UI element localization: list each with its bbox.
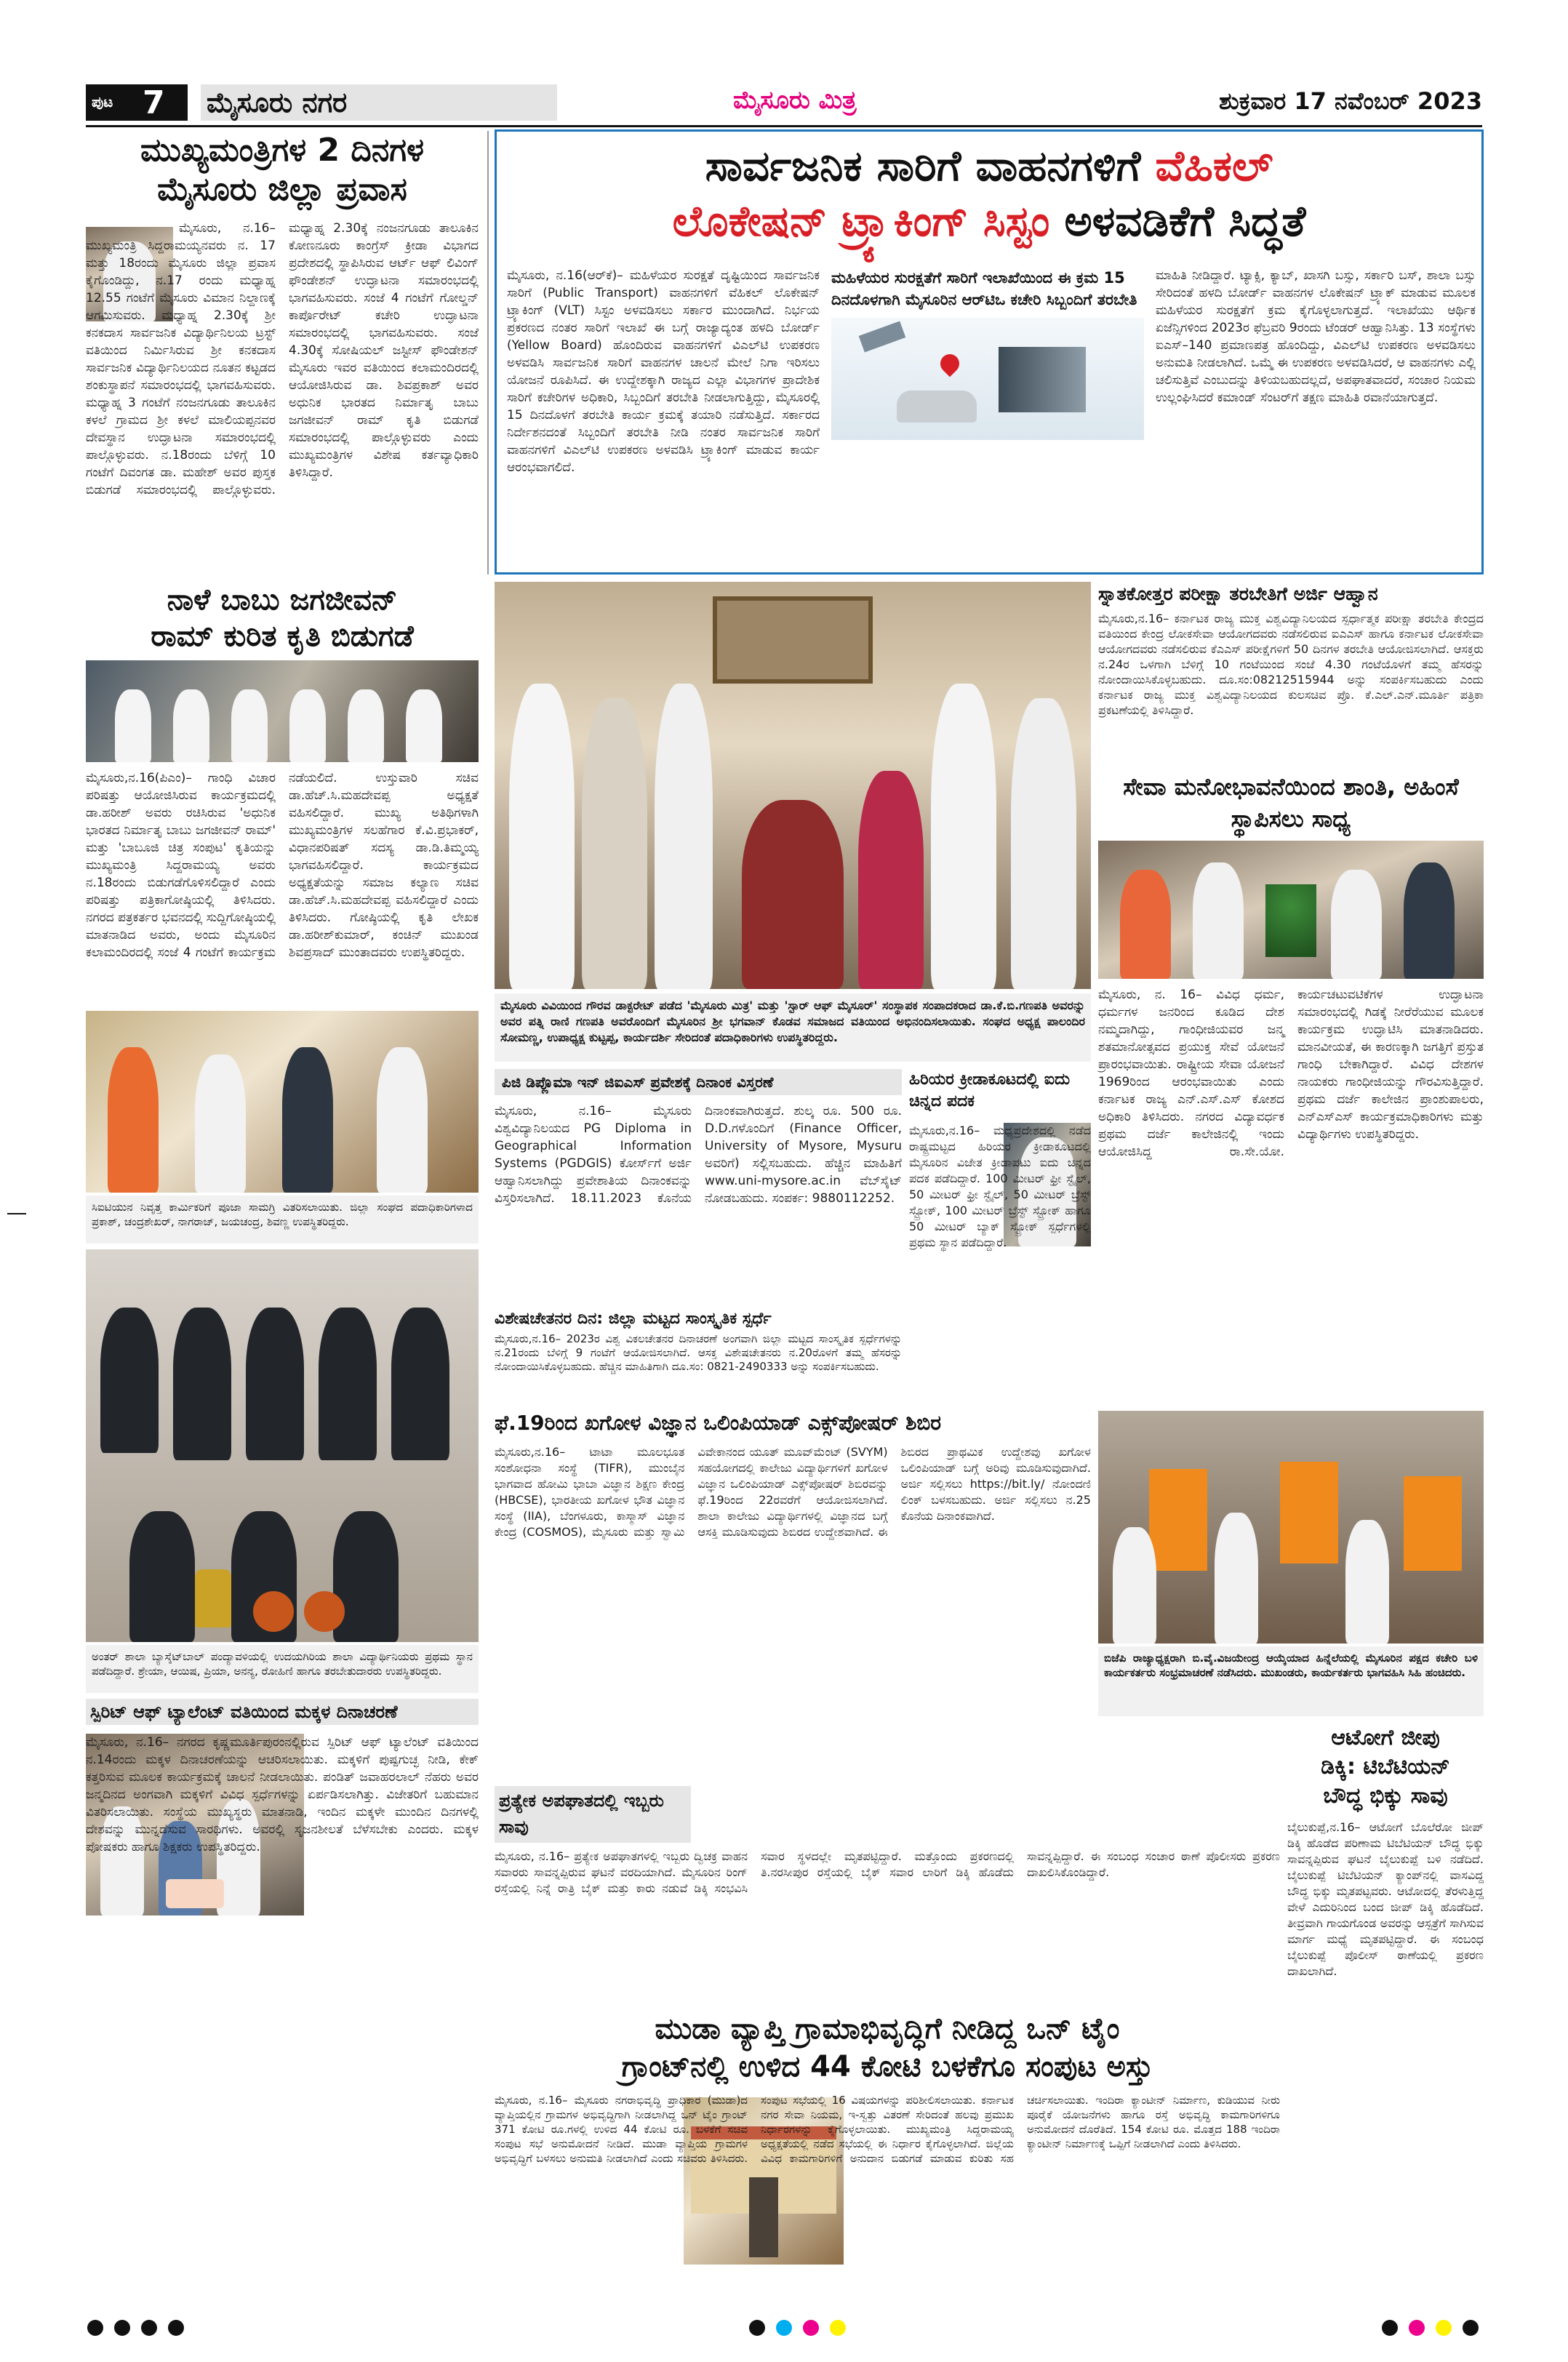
- cm-body: ಮೈಸೂರು, ನ.16– ಮುಖ್ಯಮಂತ್ರಿ ಸಿದ್ದರಾಮಯ್ಯನವರು ನ. 17 ಮತ್ತು 18ರಂದು ಮೈಸೂರು ಜಿಲ್ಲಾ ಪ್ರವಾಸ ಕೈಗೊಂಡಿದ್ದು, ನ.17 ರಂದು ಮಧ್ಯಾಹ್ನ 12.55 ಗಂಟೆಗೆ ಮೈಸೂರು ವಿಮಾನ ನಿಲ್ದಾಣಕ್ಕೆ ಆಗಮಿಸುವರು. ಮಧ್ಯಾಹ್ನ 2.30ಕ್ಕೆ ಶ್ರೀ ಕನಕದಾಸ ಸಾರ್ವಜನಿಕ ವಿದ್ಯಾರ್ಥಿನಿಲಯ ಟ್ರಸ್ಟ್ ವತಿಯಿಂದ ನಿರ್ಮಿಸಿರುವ ಶ್ರೀ ಕನಕದಾಸ ಸಾರ್ವಜನಿಕ ವಿದ್ಯಾರ್ಥಿನಿಲಯದ ನೂತನ ಕಟ್ಟಡದ ಶಂಕುಸ್ಥಾಪನೆ ಸಮಾರಂಭದಲ್ಲಿ ಭಾಗವಹಿಸುವರು. ಮಧ್ಯಾಹ್ನ 3 ಗಂಟೆಗೆ ನಂಜನಗೂಡು ತಾಲೂಕಿನ ಕಳಲೆ ಗ್ರಾಮದ ಶ್ರೀ ಕಳಲೆ ಮಾಲಿಯಪ್ಪನವರ ದೇವಸ್ಥಾನ ಉದ್ಘಾಟನಾ ಸಮಾರಂಭದಲ್ಲಿ ಪಾಲ್ಗೊಳ್ಳುವರು. ನ.18ರಂದು ಬೆಳಿಗ್ಗೆ 10 ಗಂಟೆಗೆ ದಿವಂಗತ ಡಾ. ಮಹೇಶ್ ಅವರ ಪುಸ್ತಕ ಬಿಡುಗಡೆ ಸಮಾರಂಭದಲ್ಲಿ ಪಾಲ್ಗೊಳ್ಳುವರು. ಮಧ್ಯಾಹ್ನ 2.30ಕ್ಕೆ ನಂಜನಗೂಡು ತಾಲೂಕಿನ ಕೋಣನೂರು ಕಾಂಗ್ರೆಸ್ ಕ್ರೀಡಾ ವಿಭಾಗದ ಪ್ರದೇಶದಲ್ಲಿ ಸ್ಥಾಪಿಸಿರುವ ಆರ್ಟ್ ಆಫ್ ಲಿವಿಂಗ್ ಫೌಂಡೇಶನ್ ಉದ್ಘಾಟನಾ ಸಮಾರಂಭದಲ್ಲಿ ಭಾಗವಹಿಸುವರು. ಸಂಜೆ 4 ಗಂಟೆಗೆ ಗೋಲ್ಡನ್ ಕಾರ್ಪೊರೇಟ್ ಕಚೇರಿ ಉದ್ಘಾಟನಾ ಸಮಾರಂಭದಲ್ಲಿ ಭಾಗವಹಿಸುವರು. ಸಂಜೆ 4.30ಕ್ಕೆ ಸೋಷಿಯಲ್ ಜಸ್ಟೀಸ್ ಫೌಂಡೇಶನ್ ಮೈಸೂರು ಇವರ ವತಿಯಿಂದ ಕಲಾಮಂದಿರದಲ್ಲಿ ಆಯೋಜಿಸಿರುವ ಡಾ. ಶಿವಪ್ರಕಾಶ್ ಅವರ ಅಧುನಿಕ ಭಾರತದ ನಿರ್ಮಾತೃ ಬಾಬು ಜಗಜೀವನ್ ರಾಮ್ ಕೃತಿ ಬಿಡುಗಡೆ ಸಮಾರಂಭದಲ್ಲಿ ಪಾಲ್ಗೊಳ್ಳುವರು ಎಂದು ಮುಖ್ಯಮಂತ್ರಿಗಳ ವಿಶೇಷ ಕರ್ತವ್ಯಾಧಿಕಾರಿ ತಿಳಿಸಿದ್ದಾರೆ.: [86, 221, 479, 497]
- accident-headline: ಪ್ರತ್ಯೇಕ ಅಪಘಾತದಲ್ಲಿ ಇಬ್ಬರು ಸಾವು: [495, 1786, 691, 1843]
- students-block: [86, 1011, 479, 1244]
- babu-headline-1: ನಾಳೆ ಬಾಬು ಜಗಜೀವನ್: [167, 583, 398, 617]
- page-header: [86, 81, 1482, 124]
- vlt-body-right: ಮಾಹಿತಿ ನೀಡಿದ್ದಾರೆ. ಟ್ಯಾಕ್ಸಿ, ಕ್ಯಾಬ್, ಖಾಸಗಿ ಬಸ್ಸು, ಸರ್ಕಾರಿ ಬಸ್, ಶಾಲಾ ಬಸ್ಸು ಸೇರಿದಂತೆ ಹಳದಿ ಬೋರ್ಡ್ ವಾಹನಗಳ ಲೊಕೇಷನ್ ಟ್ರ್ಯಾಕ್ ಮಾಡುವ ಮೂಲಕ ಮಹಿಳೆಯರ ಸುರಕ್ಷತೆಗೆ ಕ್ರಮ ಕೈಗೊಳ್ಳಲಾಗುತ್ತದೆ. ಇಲಾಖೆಯು ಆರ್ಥಿಕ ಏಜೆನ್ಸಿಗಳಿಂದ 2023ರ ಫೆಬ್ರವರಿ 9ರಂದು ಟೆಂಡರ್ ಆಹ್ವಾನಿಸಿತ್ತು. 13 ಸಂಸ್ಥೆಗಳು ಐಎಸ್–140 ಪ್ರಮಾಣಪತ್ರ ಹೊಂದಿದ್ದು, ವಿಎಲ್‌ಟಿ ಉಪಕರಣ ಅಳವಡಿಸಲು ಅನುಮತಿ ನೀಡಲಾಗಿದೆ. ಒಮ್ಮೆ ಈ ಉಪಕರಣ ಅಳವಡಿಸಿದರೆ, ಆ ವಾಹನಗಳು ಎಲ್ಲಿ ಚಲಿಸುತ್ತಿವೆ ಎಂಬುದನ್ನು ತಿಳಿಯಬಹುದಲ್ಲದೆ, ಅಪಘಾತವಾದರೆ, ಸಂಚಾರ ನಿಯಮ ಉಲ್ಲಂಘಿಸಿದರೆ ಕಮಾಂಡ್ ಸೆಂಟರ್‌ಗೆ ತಕ್ಷಣ ಮಾಹಿತಿ ರವಾನೆಯಾಗುತ್ತದೆ.: [1156, 268, 1476, 405]
- muda-story: [495, 2010, 1280, 2273]
- reg-dot-3: [141, 2320, 157, 2336]
- reg-dot-r2: [1409, 2320, 1425, 2336]
- reg-dot-4: [168, 2320, 184, 2336]
- reg-dot-yellow: [830, 2320, 846, 2336]
- reg-dot-r4: [1463, 2320, 1479, 2336]
- plant-icon: [1265, 884, 1316, 957]
- cm-story: [86, 131, 479, 575]
- reg-dot-magenta: [803, 2320, 819, 2336]
- main-photo-caption: ಮೈಸೂರು ವಿವಿಯಿಂದ ಗೌರವ ಡಾಕ್ಟರೇಟ್ ಪಡೆದ 'ಮೈಸೂರು ಮಿತ್ರ' ಮತ್ತು 'ಸ್ಟಾರ್ ಆಫ್ ಮೈಸೂರ್' ಸಂಸ್ಥಾಪಕ ಸಂಪಾದಕರಾದ ಡಾ.ಕೆ.ಬಿ.ಗಣಪತಿ ಅವರನ್ನು ಅವರ ಪತ್ನಿ ರಾಣಿ ಗಣಪತಿ ಅವರೊಂದಿಗೆ ಮೈಸೂರಿನ ಶ್ರೀ ಭಗವಾನ್ ಕೊಡವ ಸಮಾಜದ ವತಿಯಿಂದ ಅಭಿನಂದಿಸಲಾಯಿತು. ಸಂಘದ ಅಧ್ಯಕ್ಷ ಪಾಲಂದಿರ ಸೋಮಣ್ಣ, ಉಪಾಧ್ಯಕ್ಷ ಕುಟ್ಟಪ್ಪ, ಕಾರ್ಯದರ್ಶಿ ಸೇರಿದಂತೆ ಪದಾಧಿಕಾರಿಗಳು ಉಪಸ್ಥಿತರಿದ್ದರು.: [495, 993, 1091, 1062]
- disabled-story: [495, 1309, 902, 1402]
- auto-headline-1: ಆಟೋಗೆ ಜೀಪು: [1331, 1725, 1440, 1750]
- registration-marks-left: [87, 2320, 233, 2342]
- masthead: ಮೈಸೂರು ಮಿತ್ರ: [733, 86, 857, 115]
- poster-3: [1404, 1476, 1462, 1571]
- exam-story: [1098, 582, 1484, 764]
- vlt-headline-1: [497, 140, 1481, 191]
- basketball-icon: [253, 1591, 294, 1632]
- page-label: ಪುಟ: [92, 93, 113, 111]
- babu-photo: [86, 660, 479, 762]
- bjp-block: [1098, 1411, 1484, 1716]
- elephant-painting: [713, 596, 873, 684]
- peace-story: [1098, 771, 1484, 1404]
- babu-story: [86, 582, 479, 1004]
- babu-headline-2: ರಾಮ್ ಕುರಿತ ಕೃತಿ ಬಿಡುಗಡೆ: [151, 620, 414, 653]
- auto-body: ಬೈಲುಕುಪ್ಪೆ,ನ.16– ಆಟೋಗೆ ಬೊಲೆರೋ ಜೀಪ್ ಡಿಕ್ಕಿ ಹೊಡೆದ ಪರಿಣಾಮ ಟಿಬೆಟಿಯನ್ ಬೌದ್ಧ ಭಿಕ್ಕು ಸಾವನ್ನಪ್ಪಿರುವ ಘಟನೆ ಬೈಲುಕುಪ್ಪೆ ಬಳಿ ನಡೆದಿದೆ. ಬೈಲುಕುಪ್ಪೆ ಟಿಬೆಟಿಯನ್ ಕ್ಯಾಂಪ್‌ನಲ್ಲಿ ವಾಸವಿದ್ದ ಬೌದ್ಧ ಭಿಕ್ಕು ಮೃತಪಟ್ಟವರು. ಆಟೋದಲ್ಲಿ ತೆರಳುತ್ತಿದ್ದ ವೇಳೆ ಎದುರಿನಿಂದ ಬಂದ ಜೀಪ್ ಡಿಕ್ಕಿ ಹೊಡೆದಿದೆ. ತೀವ್ರವಾಗಿ ಗಾಯಗೊಂಡ ಅವರನ್ನು ಆಸ್ಪತ್ರೆಗೆ ಸಾಗಿಸುವ ಮಾರ್ಗ ಮಧ್ಯೆ ಮೃತಪಟ್ಟಿದ್ದಾರೆ. ಈ ಸಂಬಂಧ ಬೈಲುಕುಪ್ಪೆ ಪೊಲೀಸ್ ಠಾಣೆಯಲ್ಲಿ ಪ್ರಕರಣ ದಾಖಲಾಗಿದೆ.: [1287, 1820, 1484, 1978]
- senior-story: [909, 1069, 1091, 1398]
- basketball-block: [86, 1249, 479, 1693]
- vlt-story: [495, 129, 1484, 575]
- registration-marks-right: [1382, 2320, 1527, 2342]
- vlt-subhead: ಮಹಿಳೆಯರ ಸುರಕ್ಷತೆಗೆ ಸಾರಿಗೆ ಇಲಾಖೆಯಿಂದ ಈ ಕ್ರಮ 15 ದಿನದೊಳಗಾಗಿ ಮೈಸೂರಿನ ಆರ್‌ಟಿಒ ಕಚೇರಿ ಸಿಬ್ಬಂದಿಗೆ ತರಬೇತಿ: [831, 269, 1137, 308]
- senior-headline: ಹಿರಿಯರ ಕ್ರೀಡಾಕೂಟದಲ್ಲಿ ಐದು ಚಿನ್ನದ ಪದಕ: [909, 1070, 1071, 1110]
- vlt-headline-1b: ವೆಹಿಕಲ್: [1155, 141, 1273, 191]
- reg-dot-r1: [1382, 2320, 1398, 2336]
- disabled-headline: ವಿಶೇಷಚೇತನರ ದಿನ: ಜಿಲ್ಲಾ ಮಟ್ಟದ ಸಾಂಸ್ಕೃತಿಕ ಸ್ಪರ್ಧೆ: [495, 1310, 772, 1328]
- vlt-body-left: ಮೈಸೂರು, ನ.16(ಆರ್‌ಕೆ)– ಮಹಿಳೆಯರ ಸುರಕ್ಷತೆ ದೃಷ್ಟಿಯಿಂದ ಸಾರ್ವಜನಿಕ ಸಾರಿಗೆ (Public Transport) ವಾಹನಗಳಿಗೆ ವೆಹಿಕಲ್ ಲೊಕೇಷನ್ ಟ್ರ್ಯಾಕಿಂಗ್ (VLT) ಸಿಸ್ಟಂ ಅಳವಡಿಸಲು ಸರ್ಕಾರ ಮುಂದಾಗಿದೆ. ನಿರ್ಭಯ ಪ್ರಕರಣದ ನಂತರ ಸಾರಿಗೆ ಇಲಾಖೆ ಈ ಬಗ್ಗೆ ರಾಜ್ಯಾದ್ಯಂತ ಹಳದಿ ಬೋರ್ಡ್ (Yellow Board) ಹೊಂದಿರುವ ವಾಹನಗಳಿಗೆ ವಿಎಲ್‌ಟಿ ಉಪಕರಣ ಅಳವಡಿಸಿ ಸಾರ್ವಜನಿಕ ಸಾರಿಗೆ ವಾಹನಗಳ ಚಾಲನೆ ಮೇಲೆ ನಿಗಾ ಇರಿಸಲು ಯೋಜನೆ ರೂಪಿಸಿದೆ. ಈ ಉದ್ದೇಶಕ್ಕಾಗಿ ರಾಜ್ಯದ ಎಲ್ಲಾ ವಿಭಾಗಗಳ ಪ್ರಾದೇಶಿಕ ಸಾರಿಗೆ ಕಚೇರಿಗಳ ಅಧಿಕಾರಿ, ಸಿಬ್ಬಂದಿಗೆ ತರಬೇತಿ ನೀಡಲಾಗುತ್ತಿದ್ದು, ಮೈಸೂರಲ್ಲಿ 15 ದಿನದೊಳಗೆ ತರಬೇತಿ ಕಾರ್ಯ ಕ್ರಮಕ್ಕೆ ತಯಾರಿ ನಡೆಸುತ್ತಿದೆ. ಸರ್ಕಾರದ ನಿರ್ದೇಶನದಂತೆ ಸಿಬ್ಬಂದಿಗೆ ತರಬೇತಿ ನೀಡಿ ನಂತರ ಸಾರ್ವಜನಿಕ ಸಾರಿಗೆ ವಾಹನಗಳಿಗೆ ವಿಎಲ್‌ಟಿ ಉಪಕರಣ ಅಳವಡಿಸಿ ಟ್ರ್ಯಾಕಿಂಗ್ ಮಾಡುವ ಕಾರ್ಯ ಆರಂಭವಾಗಲಿದೆ.: [507, 268, 820, 475]
- exam-headline: ಸ್ನಾತಕೋತ್ತರ ಪರೀಕ್ಷಾ ತರಬೇತಿಗೆ ಅರ್ಜಿ ಆಹ್ವಾನ: [1098, 583, 1378, 604]
- reg-dot-black: [749, 2320, 765, 2336]
- pgdgis-headline: ಪಿಜಿ ಡಿಪ್ಲೊಮಾ ಇನ್ ಜಿಐಎಸ್ ಪ್ರವೇಶಕ್ಕೆ ದಿನಾಂಕ ವಿಸ್ತರಣೆ: [495, 1069, 902, 1095]
- header-rule: [86, 125, 1482, 127]
- senior-body: ಮೈಸೂರು,ನ.16– ಮಧ್ಯಪ್ರದೇಶದಲ್ಲಿ ನಡೆದ ರಾಷ್ಟ್ರಮಟ್ಟದ ಹಿರಿಯರ ಕ್ರೀಡಾಕೂಟದಲ್ಲಿ ಮೈಸೂರಿನ ವಿಜೇತ ಕ್ರೀಡಾಪಟು ಐದು ಚಿನ್ನದ ಪದಕ ಪಡೆದಿದ್ದಾರೆ. 100 ಮೀಟರ್ ಫ್ರೀ ಸ್ಟೈಲ್, 50 ಮೀಟರ್ ಫ್ರೀ ಸ್ಟೈಲ್, 50 ಮೀಟರ್ ಬ್ರೆಸ್ಟ್ ಸ್ಟ್ರೋಕ್, 100 ಮೀಟರ್ ಬ್ರೆಸ್ಟ್ ಸ್ಟ್ರೋಕ್ ಹಾಗೂ 50 ಮೀಟರ್ ಬ್ಯಾಕ್ ಸ್ಟ್ರೋಕ್ ಸ್ಪರ್ಧೆಗಳಲ್ಲಿ ಪ್ರಥಮ ಸ್ಥಾನ ಪಡೆದಿದ್ದಾರೆ.: [909, 1124, 1091, 1249]
- page-date: ಶುಕ್ರವಾರ 17 ನವೆಂಬರ್ 2023: [1219, 87, 1482, 115]
- muda-headline-2: ಗ್ರಾಂಟ್‌ನಲ್ಲಿ ಉಳಿದ 44 ಕೋಟಿ ಬಳಕೆಗೂ ಸಂಪುಟ ಅಸ್ತು: [621, 2050, 1153, 2083]
- students-caption: ಸಿಐಟಿಯುನ ನಿವೃತ್ತ ಕಾರ್ಮಿಕರಿಗೆ ಪೂಜಾ ಸಾಮಗ್ರಿ ವಿತರಿಸಲಾಯಿತು. ಜಿಲ್ಲಾ ಸಂಘದ ಪದಾಧಿಕಾರಿಗಳಾದ ಪ್ರಕಾಶ್, ಚಂದ್ರಶೇಖರ್, ನಾಗರಾಜ್, ಜಯಚಂದ್ರ, ಶಿವಣ್ಣ ಉಪಸ್ಥಿತರಿದ್ದರು.: [86, 1196, 479, 1244]
- babu-body: ಮೈಸೂರು,ನ.16(ಪಿಎಂ)– ಗಾಂಧಿ ವಿಚಾರ ಪರಿಷತ್ತು ಆಯೋಜಿಸಿರುವ ಕಾರ್ಯಕ್ರಮದಲ್ಲಿ ಡಾ.ಹರೀಶ್ ಅವರು ರಚಿಸಿರುವ 'ಅಧುನಿಕ ಭಾರತದ ನಿರ್ಮಾತೃ ಬಾಬು ಜಗಜೀವನ್ ರಾಮ್' ಮತ್ತು 'ಬಾಬೂಜಿ ಚಿತ್ರ ಸಂಪುಟ' ಕೃತಿಯನ್ನು ಮುಖ್ಯಮಂತ್ರಿ ಸಿದ್ದರಾಮಯ್ಯ ಅವರು ನ.18ರಂದು ಬಿಡುಗಡೆಗೊಳಿಸಲಿದ್ದಾರೆ ಎಂದು ಪರಿಷತ್ತು ಪತ್ರಿಕಾಗೋಷ್ಠಿಯಲ್ಲಿ ತಿಳಿಸಿದರು. ನಗರದ ಪತ್ರಕರ್ತರ ಭವನದಲ್ಲಿ ಸುದ್ದಿಗೋಷ್ಠಿಯಲ್ಲಿ ಮಾತನಾಡಿದ ಅವರು, ಅಂದು ಮೈಸೂರಿನ ಕಲಾಮಂದಿರದಲ್ಲಿ ಸಂಜೆ 4 ಗಂಟೆಗೆ ಕಾರ್ಯಕ್ರಮ ನಡೆಯಲಿದೆ. ಉಸ್ತುವಾರಿ ಸಚಿವ ಡಾ.ಹೆಚ್.ಸಿ.ಮಹದೇವಪ್ಪ ಅಧ್ಯಕ್ಷತೆ ವಹಿಸಲಿದ್ದಾರೆ. ಮುಖ್ಯ ಅತಿಥಿಗಳಾಗಿ ಮುಖ್ಯಮಂತ್ರಿಗಳ ಸಲಹೆಗಾರ ಕೆ.ವಿ.ಪ್ರಭಾಕರ್, ವಿಧಾನಪರಿಷತ್ ಸದಸ್ಯ ಡಾ.ಡಿ.ತಿಮ್ಮಯ್ಯ ಭಾಗವಹಿಸಲಿದ್ದಾರೆ. ಕಾರ್ಯಕ್ರಮದ ಅಧ್ಯಕ್ಷತೆಯನ್ನು ಸಮಾಜ ಕಲ್ಯಾಣ ಸಚಿವ ಡಾ.ಹೆಚ್.ಸಿ.ಮಹದೇವಪ್ಪ ವಹಿಸಲಿದ್ದಾರೆ ಎಂದು ತಿಳಿಸಿದರು. ಗೋಷ್ಠಿಯಲ್ಲಿ ಕೃತಿ ಲೇಖಕ ಡಾ.ಹರೀಶ್‌ಕುಮಾರ್, ಕಂಚಿನ್ ಮುಖಂಡ ಶಿವಪ್ರಸಾದ್ ಮುಂತಾದವರು ಉಪಸ್ಥಿತರಿದ್ದರು.: [86, 771, 479, 960]
- reg-dot-1: [87, 2320, 103, 2336]
- registration-marks-center: [749, 2320, 895, 2342]
- page-number: 7: [143, 84, 165, 121]
- auto-story: [1287, 1724, 1484, 2276]
- vlt-headline-2: [497, 196, 1481, 247]
- auto-headline-3: ಬೌದ್ಧ ಭಿಕ್ಕು ಸಾವು: [1323, 1783, 1448, 1809]
- basketball-caption: ಅಂತರ್ ಶಾಲಾ ಬ್ಯಾಸ್ಕೆಟ್‌ಬಾಲ್ ಪಂದ್ಯಾವಳಿಯಲ್ಲಿ ಉದಯಗಿರಿಯ ಶಾಲಾ ವಿದ್ಯಾರ್ಥಿನಿಯರು ಪ್ರಥಮ ಸ್ಥಾನ ಪಡೆದಿದ್ದಾರೆ. ಶ್ರೇಯಾ, ಆಯಿಷ, ಪ್ರಿಯಾ, ಅನನ್ಯ, ರೋಹಿಣಿ ಹಾಗೂ ತರಬೇತುದಾರರು ಉಪಸ್ಥಿತರಿದ್ದರು.: [86, 1645, 479, 1693]
- page-number-block: [86, 84, 188, 121]
- exam-body: ಮೈಸೂರು,ನ.16– ಕರ್ನಾಟಕ ರಾಜ್ಯ ಮುಕ್ತ ವಿಶ್ವವಿದ್ಯಾನಿಲಯದ ಸ್ಪರ್ಧಾತ್ಮಕ ಪರೀಕ್ಷಾ ತರಬೇತಿ ಕೇಂದ್ರದ ವತಿಯಿಂದ ಕೇಂದ್ರ ಲೋಕಸೇವಾ ಆಯೋಗದವರು ನಡೆಸಲಿರುವ ಐಎಎಸ್ ಹಾಗೂ ಕರ್ನಾಟಕ ಲೋಕಸೇವಾ ಆಯೋಗದವರು ನಡೆಸಲಿರುವ ಕೆಎಎಸ್ ಪರೀಕ್ಷೆಗಳಿಗೆ 50 ದಿನಗಳ ತರಬೇತಿ ಆಯೋಜಿಸಲಾಗಿದೆ. ಆಸಕ್ತರು ನ.24ರ ಒಳಗಾಗಿ ಬೆಳಿಗ್ಗೆ 10 ಗಂಟೆಯಿಂದ ಸಂಜೆ 4.30 ಗಂಟೆಯೊಳಗೆ ತಮ್ಮ ಹೆಸರನ್ನು ನೋಂದಾಯಿಸಿಕೊಳ್ಳಬಹುದು. ದೂ.ಸಂ:08212515944 ಅನ್ನು ಸಂಪರ್ಕಿಸಬಹುದು ಎಂದು ಕರ್ನಾಟಕ ರಾಜ್ಯ ಮುಕ್ತ ವಿಶ್ವವಿದ್ಯಾನಿಲಯದ ಕುಲಸಚಿವ ಪ್ರೊ. ಕೆ.ಎಲ್.ಎನ್.ಮೂರ್ತಿ ಪತ್ರಿಕಾ ಪ್ರಕಟಣೆಯಲ್ಲಿ ತಿಳಿಸಿದ್ದಾರೆ.: [1098, 612, 1484, 717]
- accident-story: [495, 1786, 1280, 2004]
- satellite-icon: [859, 321, 906, 352]
- vlt-illustration: [831, 318, 1144, 440]
- auto-headline-2: ಡಿಕ್ಕಿ: ಟಿಬೆಟಿಯನ್: [1321, 1754, 1450, 1779]
- spirit-body: ಮೈಸೂರು, ನ.16– ನಗರದ ಕೃಷ್ಣಮೂರ್ತಿಪುರಂನಲ್ಲಿರುವ ಸ್ಪಿರಿಟ್ ಆಫ್ ಟ್ಯಾಲೆಂಟ್ ವತಿಯಿಂದ ನ.14ರಂದು ಮಕ್ಕಳ ದಿನಾಚರಣೆಯನ್ನು ಆಚರಿಸಲಾಯಿತು. ಮಕ್ಕಳಿಗೆ ಪುಷ್ಪಗುಚ್ಛ ನೀಡಿ, ಕೇಕ್ ಕತ್ತರಿಸುವ ಮೂಲಕ ಕಾರ್ಯಕ್ರಮಕ್ಕೆ ಚಾಲನೆ ನೀಡಲಾಯಿತು. ಪಂಡಿತ್ ಜವಾಹರಲಾಲ್ ನೆಹರು ಅವರ ಜನ್ಮದಿನದ ಅಂಗವಾಗಿ ಮಕ್ಕಳಿಗೆ ವಿವಿಧ ಸ್ಪರ್ಧೆಗಳನ್ನು ಏರ್ಪಡಿಸಲಾಗಿತ್ತು. ವಿಜೇತರಿಗೆ ಬಹುಮಾನ ವಿತರಿಸಲಾಯಿತು. ಸಂಸ್ಥೆಯ ಮುಖ್ಯಸ್ಥರು ಮಾತನಾಡಿ, ಇಂದಿನ ಮಕ್ಕಳೇ ಮುಂದಿನ ದಿನಗಳಲ್ಲಿ ದೇಶವನ್ನು ಮುನ್ನಡೆಸುವ ಸಾರಥಿಗಳು. ಅವರಲ್ಲಿ ಸೃಜನಶೀಲತೆ ಬೆಳೆಸಬೇಕು ಎಂದರು. ಮಕ್ಕಳ ಪೋಷಕರು ಹಾಗೂ ಶಿಕ್ಷಕರು ಉಪಸ್ಥಿತರಿದ್ದರು.: [86, 1735, 479, 1854]
- pgdgis-body: ಮೈಸೂರು, ನ.16– ಮೈಸೂರು ವಿಶ್ವವಿದ್ಯಾನಿಲಯದ PG Diploma in Geographical Information Systems (PGDGIS) ಕೋರ್ಸ್‌ಗೆ ಅರ್ಜಿ ಆಹ್ವಾನಿಸಲಾಗಿದ್ದು ಪ್ರವೇಶಾತಿಯ ದಿನಾಂಕವನ್ನು ವಿಸ್ತರಿಸಲಾಗಿದೆ. 18.11.2023 ಕೊನೆಯ ದಿನಾಂಕವಾಗಿರುತ್ತದೆ. ಶುಲ್ಕ ರೂ. 500 ರೂ. D.D.ಗಳೊಂದಿಗೆ (Finance Officer, University of Mysore, Mysuru ಅವರಿಗೆ) ಸಲ್ಲಿಸಬಹುದು. ಹೆಚ್ಚಿನ ಮಾಹಿತಿಗೆ www.uni-mysore.ac.in ವೆಬ್‌ಸೈಟ್ ನೋಡಬಹುದು. ಸಂಪರ್ಕ: 9880112252.: [495, 1104, 902, 1206]
- reg-dot-r3: [1436, 2320, 1452, 2336]
- peace-body: ಮೈಸೂರು, ನ. 16– ವಿವಿಧ ಧರ್ಮ, ಧರ್ಮಗಳ ಜನರಿಂದ ಕೂಡಿದ ದೇಶ ನಮ್ಮದಾಗಿದ್ದು, ಗಾಂಧೀಜಿಯವರ ಜನ್ಮ ಶತಮಾನೋತ್ಸವದ ಪ್ರಯುಕ್ತ ಸೇವೆ ಯೋಜನೆ ಪ್ರಾರಂಭವಾಯಿತು. ರಾಷ್ಟ್ರೀಯ ಸೇವಾ ಯೋಜನೆ 1969ರಿಂದ ಆರಂಭವಾಯಿತು ಎಂದು ಕರ್ನಾಟಕ ರಾಜ್ಯ ಎನ್.ಎಸ್.ಎಸ್ ಕೋಶದ ಅಧಿಕಾರಿ ತಿಳಿಸಿದರು. ನಗರದ ವಿದ್ಯಾವರ್ಧಕ ಪ್ರಥಮ ದರ್ಜೆ ಕಾಲೇಜಿನಲ್ಲಿ ಇಂದು ಆಯೋಜಿಸಿದ್ದ ರಾ.ಸೇ.ಯೋ. ಕಾರ್ಯಚಟುವಟಿಕೆಗಳ ಉದ್ಘಾಟನಾ ಸಮಾರಂಭದಲ್ಲಿ ಗಿಡಕ್ಕೆ ನೀರೆರೆಯುವ ಮೂಲಕ ಕಾರ್ಯಕ್ರಮ ಉದ್ಘಾಟಿಸಿ ಮಾತನಾಡಿದರು. ಮಾನವೀಯತೆ, ಈ ಕಾರಣಕ್ಕಾಗಿ ಜಗತ್ತಿಗೆ ಪ್ರಸ್ತುತ ಗಾಂಧಿ ಬೇಕಾಗಿದ್ದಾರೆ. ವಿವಿಧ ದೇಶಗಳ ನಾಯಕರು ಗಾಂಧೀಜಿಯನ್ನು ಗೌರವಿಸುತ್ತಿದ್ದಾರೆ. ಪ್ರಥಮ ದರ್ಜೆ ಕಾಲೇಜಿನ ಪ್ರಾಂಶುಪಾಲರು, ಎನ್‌ಎಸ್‌ಎಸ್ ಕಾರ್ಯಕ್ರಮಾಧಿಕಾರಿಗಳು ಮತ್ತು ವಿದ್ಯಾರ್ಥಿಗಳು ಉಪಸ್ಥಿತರಿದ್ದರು.: [1098, 988, 1484, 1159]
- trophy-icon: [195, 1569, 231, 1628]
- muda-body: ಮೈಸೂರು, ನ.16– ಮೈಸೂರು ನಗರಾಭಿವೃದ್ಧಿ ಪ್ರಾಧಿಕಾರ (ಮುಡಾ)ದ ವ್ಯಾಪ್ತಿಯಲ್ಲಿನ ಗ್ರಾಮಗಳ ಅಭಿವೃದ್ಧಿಗಾಗಿ ನೀಡಲಾಗಿದ್ದ ಒನ್ ಟೈಂ ಗ್ರಾಂಟ್ 371 ಕೋಟಿ ರೂ.ಗಳಲ್ಲಿ ಉಳಿದ 44 ಕೋಟಿ ರೂ. ಬಳಕೆಗೆ ಸಚಿವ ಸಂಪುಟ ಸಭೆ ಅನುಮೋದನೆ ನೀಡಿದೆ. ಮುಡಾ ವ್ಯಾಪ್ತಿಯ ಗ್ರಾಮಗಳ ಅಭಿವೃದ್ಧಿಗೆ ಬಳಸಲು ಅನುಮತಿ ನೀಡಲಾಗಿದೆ ಎಂದು ಸಚಿವರು ತಿಳಿಸಿದರು. ಸಂಪುಟ ಸಭೆಯಲ್ಲಿ 16 ವಿಷಯಗಳನ್ನು ಪರಿಶೀಲಿಸಲಾಯಿತು. ಕರ್ನಾಟಕ ನಗರ ಸೇವಾ ನಿಯಮ, ಇ-ಸ್ವತ್ತು ವಿತರಣೆ ಸೇರಿದಂತೆ ಹಲವು ಪ್ರಮುಖ ನಿರ್ಧಾರಗಳನ್ನು ಕೈಗೊಳ್ಳಲಾಯಿತು. ಮುಖ್ಯಮಂತ್ರಿ ಸಿದ್ದರಾಮಯ್ಯ ಅಧ್ಯಕ್ಷತೆಯಲ್ಲಿ ನಡೆದ ಸಭೆಯಲ್ಲಿ ಈ ನಿರ್ಧಾರ ಕೈಗೊಳ್ಳಲಾಗಿದೆ. ಜಿಲ್ಲೆಯ ವಿವಿಧ ಕಾಮಗಾರಿಗಳಿಗೆ ಅನುದಾನ ಬಿಡುಗಡೆ ಮಾಡುವ ಕುರಿತು ಸಹ ಚರ್ಚಿಸಲಾಯಿತು. ಇಂದಿರಾ ಕ್ಯಾಂಟೀನ್ ನಿರ್ಮಾಣ, ಕುಡಿಯುವ ನೀರು ಪೂರೈಕೆ ಯೋಜನೆಗಳು ಹಾಗೂ ರಸ್ತೆ ಅಭಿವೃದ್ಧಿ ಕಾಮಗಾರಿಗಳಿಗೂ ಅನುಮೋದನೆ ದೊರೆತಿದೆ. 154 ಕೋಟಿ ರೂ. ಮೊತ್ತದ 188 ಇಂದಿರಾ ಕ್ಯಾಂಟೀನ್ ನಿರ್ಮಾಣಕ್ಕೆ ಒಪ್ಪಿಗೆ ನೀಡಲಾಗಿದೆ ಎಂದು ತಿಳಿಸಿದರು.: [495, 2094, 1280, 2165]
- disabled-body: ಮೈಸೂರು,ನ.16– 2023ರ ವಿಶ್ವ ವಿಕಲಚೇತನರ ದಿನಾಚರಣೆ ಅಂಗವಾಗಿ ಜಿಲ್ಲಾ ಮಟ್ಟದ ಸಾಂಸ್ಕೃತಿಕ ಸ್ಪರ್ಧೆಗಳನ್ನು ನ.21ರಂದು ಬೆಳಿಗ್ಗೆ 9 ಗಂಟೆಗೆ ಆಯೋಜಿಸಲಾಗಿದೆ. ಆಸಕ್ತ ವಿಶೇಷಚೇತನರು ನ.20ರೊಳಗೆ ತಮ್ಮ ಹೆಸರನ್ನು ನೋಂದಾಯಿಸಿಕೊಳ್ಳಬಹುದು. ಹೆಚ್ಚಿನ ಮಾಹಿತಿಗಾಗಿ ದೂ.ಸಂ: 0821-2490333 ಅನ್ನು ಸಂಪರ್ಕಿಸಬಹುದು.: [495, 1332, 902, 1373]
- reg-dot-cyan: [776, 2320, 792, 2336]
- poster-2: [1280, 1462, 1338, 1564]
- astro-body: ಮೈಸೂರು,ನ.16– ಟಾಟಾ ಮೂಲಭೂತ ಸಂಶೋಧನಾ ಸಂಸ್ಥೆ (TIFR), ಮುಂಬೈನ ಭಾಗವಾದ ಹೋಮಿ ಭಾಬಾ ವಿಜ್ಞಾನ ಶಿಕ್ಷಣ ಕೇಂದ್ರ (HBCSE), ಭಾರತೀಯ ಖಗೋಳ ಭೌತ ವಿಜ್ಞಾನ ಸಂಸ್ಥೆ (IIA), ಬೆಂಗಳೂರು, ಕಾಸ್ಮಾಸ್ ವಿಜ್ಞಾನ ಕೇಂದ್ರ (COSMOS), ಮೈಸೂರು ಮತ್ತು ಸ್ವಾಮಿ ವಿವೇಕಾನಂದ ಯೂತ್ ಮೂವ್‌ಮೆಂಟ್ (SVYM) ಸಹಯೋಗದಲ್ಲಿ ಕಾಲೇಜು ವಿದ್ಯಾರ್ಥಿಗಳಿಗೆ ಖಗೋಳ ವಿಜ್ಞಾನ ಒಲಿಂಪಿಯಾಡ್ ಎಕ್ಸ್‌ಪೋಷರ್ ಶಿಬಿರವನ್ನು ಫೆ.19ರಿಂದ 22ರವರೆಗೆ ಆಯೋಜಿಸಲಾಗಿದೆ. ಶಾಲಾ ಕಾಲೇಜು ವಿದ್ಯಾರ್ಥಿಗಳಲ್ಲಿ ವಿಜ್ಞಾನದ ಬಗ್ಗೆ ಆಸಕ್ತಿ ಮೂಡಿಸುವುದು ಶಿಬಿರದ ಉದ್ದೇಶವಾಗಿದೆ. ಈ ಶಿಬಿರದ ಪ್ರಾಥಮಿಕ ಉದ್ದೇಶವು ಖಗೋಳ ಒಲಿಂಪಿಯಾಡ್ ಬಗ್ಗೆ ಅರಿವು ಮೂಡಿಸುವುದಾಗಿದೆ. ಅರ್ಜಿ ಸಲ್ಲಿಸಲು https://bit.ly/ ನೋಂದಣಿ ಲಿಂಕ್ ಬಳಸಬಹುದು. ಅರ್ಜಿ ಸಲ್ಲಿಸಲು ನ.25 ಕೊನೆಯ ದಿನಾಂಕವಾಗಿದೆ.: [495, 1445, 1091, 1539]
- poster-1: [1149, 1469, 1207, 1571]
- basketball-icon-2: [304, 1591, 345, 1632]
- map-pin-icon: [937, 351, 964, 377]
- peace-headline: ಸೇವಾ ಮನೋಭಾವನೆಯಿಂದ ಶಾಂತಿ, ಅಹಿಂಸೆ ಸ್ಥಾಪಿಸಲು ಸಾಧ್ಯ: [1123, 773, 1459, 833]
- spirit-story: [86, 1699, 479, 2273]
- accident-body: ಮೈಸೂರು, ನ.16– ಪ್ರತ್ಯೇಕ ಅಪಘಾತಗಳಲ್ಲಿ ಇಬ್ಬರು ದ್ವಿಚಕ್ರ ವಾಹನ ಸವಾರರು ಸಾವನ್ನಪ್ಪಿರುವ ಘಟನೆ ವರದಿಯಾಗಿದೆ. ಮೈಸೂರಿನ ರಿಂಗ್ ರಸ್ತೆಯಲ್ಲಿ ನಿನ್ನೆ ರಾತ್ರಿ ಬೈಕ್ ಮತ್ತು ಕಾರು ನಡುವೆ ಡಿಕ್ಕಿ ಸಂಭವಿಸಿ ಸವಾರ ಸ್ಥಳದಲ್ಲೇ ಮೃತಪಟ್ಟಿದ್ದಾರೆ. ಮತ್ತೊಂದು ಪ್ರಕರಣದಲ್ಲಿ ತಿ.ನರಸೀಪುರ ರಸ್ತೆಯಲ್ಲಿ ಬೈಕ್ ಸವಾರ ಲಾರಿಗೆ ಡಿಕ್ಕಿ ಹೊಡೆದು ಸಾವನ್ನಪ್ಪಿದ್ದಾರೆ. ಈ ಸಂಬಂಧ ಸಂಚಾರ ಠಾಣೆ ಪೊಲೀಸರು ಪ್ರಕರಣ ದಾಖಲಿಸಿಕೊಂಡಿದ್ದಾರೆ.: [495, 1849, 1280, 1895]
- pgdgis-story: [495, 1069, 902, 1302]
- basketball-photo: [86, 1249, 479, 1642]
- bjp-photo: [1098, 1411, 1484, 1644]
- vlt-headline-1a: ಸಾರ್ವಜನಿಕ ಸಾರಿಗೆ ವಾಹನಗಳಿಗೆ: [705, 141, 1156, 191]
- spirit-headline: ಸ್ಪಿರಿಟ್ ಆಫ್ ಟ್ಯಾಲೆಂಟ್ ವತಿಯಿಂದ ಮಕ್ಕಳ ದಿನಾಚರಣೆ: [86, 1699, 479, 1725]
- main-photo-block: [495, 582, 1091, 1062]
- server-icon: [999, 347, 1086, 412]
- margin-tick: [7, 1213, 26, 1214]
- muda-headline-1: ಮುಡಾ ವ್ಯಾಪ್ತಿ ಗ್ರಾಮಾಭಿವೃದ್ಧಿಗೆ ನೀಡಿದ್ದ ಒನ್ ಟೈಂ: [655, 2012, 1120, 2046]
- students-photo: [86, 1011, 479, 1193]
- vlt-headline-2a: ಲೊಕೇಷನ್ ಟ್ರ್ಯಾಕಿಂಗ್ ಸಿಸ್ಟಂ: [672, 196, 1050, 246]
- section-title: ಮೈಸೂರು ನಗರ: [201, 84, 557, 121]
- cm-headline-2: ಮೈಸೂರು ಜಿಲ್ಲಾ ಪ್ರವಾಸ: [157, 171, 407, 208]
- bjp-caption: ಬಿಜೆಪಿ ರಾಜ್ಯಾಧ್ಯಕ್ಷರಾಗಿ ಬಿ.ವೈ.ವಿಜಯೇಂದ್ರ ಆಯ್ಕೆಯಾದ ಹಿನ್ನೆಲೆಯಲ್ಲಿ ಮೈಸೂರಿನ ಪಕ್ಷದ ಕಚೇರಿ ಬಳಿ ಕಾರ್ಯಕರ್ತರು ಸಂಭ್ರಮಾಚರಣೆ ನಡೆಸಿದರು. ಮುಖಂಡರು, ಕಾರ್ಯಕರ್ತರು ಭಾಗವಹಿಸಿ ಸಿಹಿ ಹಂಚಿದರು.: [1098, 1646, 1484, 1716]
- car-icon: [897, 391, 977, 423]
- cm-headline-1: ಮುಖ್ಯಮಂತ್ರಿಗಳ 2 ದಿನಗಳ: [140, 132, 424, 169]
- peace-photo: [1098, 841, 1484, 979]
- vlt-headline-2b: ಅಳವಡಿಕೆಗೆ ಸಿದ್ಧತೆ: [1049, 196, 1306, 246]
- astro-headline: ಫೆ.19ರಿಂದ ಖಗೋಳ ವಿಜ್ಞಾನ ಒಲಿಂಪಿಯಾಡ್ ಎಕ್ಸ್‌ಪೋಷರ್ ಶಿಬಿರ: [495, 1411, 942, 1435]
- reg-dot-2: [114, 2320, 130, 2336]
- astro-story: [495, 1409, 1091, 1780]
- main-photo: [495, 582, 1091, 989]
- cm-divider: [487, 131, 489, 575]
